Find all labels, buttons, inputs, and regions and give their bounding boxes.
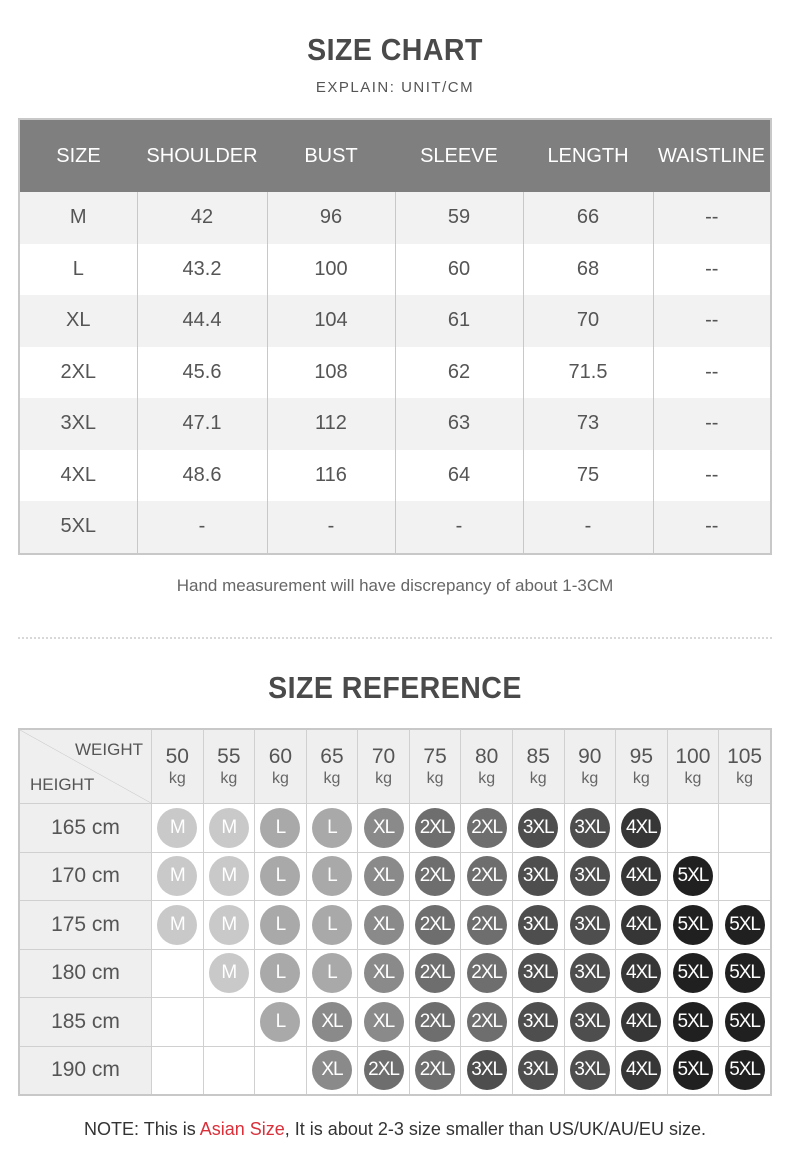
measurement-cell: 63 xyxy=(395,398,523,450)
measurement-cell: 116 xyxy=(267,450,395,502)
weight-unit: kg xyxy=(529,769,547,787)
weight-unit: kg xyxy=(323,769,341,787)
size-badge: 2XL xyxy=(364,1050,404,1090)
measurement-cell: 104 xyxy=(267,295,395,347)
section-divider xyxy=(18,637,772,639)
size-badge: 5XL xyxy=(673,905,713,945)
measurement-cell: 43.2 xyxy=(137,244,267,296)
weight-column-header xyxy=(409,729,461,804)
size-chart-row xyxy=(19,192,771,244)
size-badge: 5XL xyxy=(725,1050,765,1090)
measurement-cell: 100 xyxy=(267,244,395,296)
size-badge: 2XL xyxy=(467,905,507,945)
size-reference-cell xyxy=(358,998,410,1047)
size-badge: L xyxy=(260,905,300,945)
size-badge: 2XL xyxy=(467,1002,507,1042)
size-chart-row xyxy=(19,347,771,399)
column-header: LENGTH xyxy=(523,119,653,192)
size-badge: 2XL xyxy=(415,905,455,945)
size-label-cell: M xyxy=(19,192,137,244)
height-row xyxy=(19,998,771,1047)
size-reference-cell xyxy=(255,1046,307,1095)
measurement-cell: 48.6 xyxy=(137,450,267,502)
weight-unit: kg xyxy=(632,769,650,787)
measurement-note: Hand measurement will have discrepancy of about 1-3CM xyxy=(176,576,614,595)
measurement-cell: 75 xyxy=(523,450,653,502)
size-badge: 4XL xyxy=(621,905,661,945)
size-badge: 5XL xyxy=(673,1002,713,1042)
size-badge: 3XL xyxy=(518,953,558,993)
size-badge: 2XL xyxy=(415,1002,455,1042)
size-reference-cell xyxy=(512,949,564,998)
size-badge: 3XL xyxy=(518,905,558,945)
size-label-cell: L xyxy=(19,244,137,296)
size-reference-cell xyxy=(564,1046,616,1095)
size-reference-cell xyxy=(306,998,358,1047)
size-reference-cell xyxy=(564,804,616,853)
weight-header-row xyxy=(19,729,771,804)
size-reference-cell xyxy=(255,998,307,1047)
size-badge: M xyxy=(157,856,197,896)
measurement-cell: 44.4 xyxy=(137,295,267,347)
weight-value: 85 xyxy=(526,744,550,768)
size-reference-cell xyxy=(255,852,307,901)
measurement-cell: 66 xyxy=(523,192,653,244)
size-badge: M xyxy=(157,808,197,848)
size-badge: M xyxy=(209,808,249,848)
measurement-cell: - xyxy=(395,501,523,554)
size-badge: 3XL xyxy=(570,1002,610,1042)
size-badge: XL xyxy=(312,1002,352,1042)
measurement-cell: -- xyxy=(653,244,771,296)
size-reference-cell xyxy=(616,852,668,901)
size-badge: L xyxy=(260,1002,300,1042)
height-label-cell: 190 cm xyxy=(19,1046,152,1095)
weight-column-header xyxy=(719,729,771,804)
size-reference-cell xyxy=(409,949,461,998)
size-reference-cell xyxy=(255,901,307,950)
size-reference-title: SIZE REFERENCE xyxy=(268,670,522,705)
size-badge: XL xyxy=(364,1002,404,1042)
weight-column-header xyxy=(667,729,719,804)
size-chart-subtitle: EXPLAIN: UNIT/CM xyxy=(315,79,475,96)
size-badge: 2XL xyxy=(415,808,455,848)
size-reference-cell xyxy=(306,804,358,853)
weight-unit: kg xyxy=(684,769,702,787)
size-reference-cell xyxy=(358,949,410,998)
size-badge: 2XL xyxy=(467,808,507,848)
weight-unit: kg xyxy=(375,769,392,787)
size-reference-cell xyxy=(409,852,461,901)
size-reference-cell xyxy=(409,998,461,1047)
size-reference-cell xyxy=(358,852,410,901)
size-label-cell: 2XL xyxy=(19,347,137,399)
size-badge: 2XL xyxy=(415,953,455,993)
weight-value: 75 xyxy=(423,744,447,768)
weight-value: 80 xyxy=(474,744,499,768)
column-header: BUST xyxy=(267,119,395,192)
size-label-cell: 4XL xyxy=(19,450,137,502)
size-chart-title: SIZE CHART xyxy=(307,32,483,67)
measurement-cell: 70 xyxy=(523,295,653,347)
corner-cell xyxy=(19,729,152,804)
size-badge: 4XL xyxy=(621,1002,661,1042)
weight-column-header xyxy=(461,729,513,804)
size-reference-cell xyxy=(461,804,513,853)
size-badge: 3XL xyxy=(518,1002,558,1042)
size-reference-cell xyxy=(152,852,204,901)
weight-column-header xyxy=(255,729,307,804)
height-row xyxy=(19,949,771,998)
column-header: SIZE xyxy=(19,119,137,192)
size-badge: M xyxy=(209,856,249,896)
measurement-cell: -- xyxy=(653,501,771,554)
weight-value: 90 xyxy=(578,744,602,768)
measurement-cell: 62 xyxy=(395,347,523,399)
size-chart-table xyxy=(18,118,772,555)
size-badge: 5XL xyxy=(725,1002,765,1042)
height-row xyxy=(19,804,771,853)
weight-unit: kg xyxy=(478,769,496,787)
measurement-cell: 96 xyxy=(267,192,395,244)
weight-unit: kg xyxy=(271,769,289,787)
size-reference-cell xyxy=(512,998,564,1047)
size-reference-cell xyxy=(667,901,719,950)
size-reference-cell xyxy=(564,852,616,901)
size-reference-cell xyxy=(306,901,358,950)
size-reference-cell xyxy=(203,804,255,853)
size-reference-cell xyxy=(461,1046,513,1095)
size-badge: 2XL xyxy=(415,1050,455,1090)
measurement-cell: -- xyxy=(653,295,771,347)
weight-unit: kg xyxy=(581,769,599,787)
size-reference-cell xyxy=(616,949,668,998)
measurement-cell: 59 xyxy=(395,192,523,244)
weight-column-header xyxy=(152,729,204,804)
size-reference-cell xyxy=(512,1046,564,1095)
size-reference-cell xyxy=(152,1046,204,1095)
size-badge: 3XL xyxy=(518,1050,558,1090)
weight-unit: kg xyxy=(736,769,754,787)
column-header: SHOULDER xyxy=(137,119,267,192)
size-reference-cell xyxy=(409,804,461,853)
size-reference-cell xyxy=(667,852,719,901)
weight-column-header xyxy=(358,729,410,804)
size-badge: 3XL xyxy=(518,808,558,848)
measurement-cell: -- xyxy=(653,398,771,450)
measurement-cell: - xyxy=(137,501,267,554)
size-reference-cell xyxy=(358,1046,410,1095)
measurement-cell: 42 xyxy=(137,192,267,244)
size-reference-cell xyxy=(719,998,771,1047)
size-reference-cell xyxy=(564,949,616,998)
size-reference-cell xyxy=(358,901,410,950)
size-badge: L xyxy=(312,856,352,896)
size-reference-cell xyxy=(719,901,771,950)
height-label-cell: 175 cm xyxy=(19,901,152,950)
size-badge: 4XL xyxy=(621,856,661,896)
size-reference-cell xyxy=(719,804,771,853)
height-row xyxy=(19,852,771,901)
size-reference-cell xyxy=(152,998,204,1047)
size-chart-row xyxy=(19,450,771,502)
size-badge: 2XL xyxy=(415,856,455,896)
measurement-cell: 60 xyxy=(395,244,523,296)
size-reference-cell xyxy=(203,998,255,1047)
height-label-cell: 165 cm xyxy=(19,804,152,853)
measurement-cell: 61 xyxy=(395,295,523,347)
size-reference-cell xyxy=(203,1046,255,1095)
size-reference-cell xyxy=(667,1046,719,1095)
size-badge: 5XL xyxy=(673,953,713,993)
size-badge: 3XL xyxy=(570,905,610,945)
weight-value: 60 xyxy=(268,744,293,768)
measurement-cell: 108 xyxy=(267,347,395,399)
size-badge: M xyxy=(209,905,249,945)
height-row xyxy=(19,1046,771,1095)
column-header: WAISTLINE xyxy=(653,119,771,192)
asian-size-highlight: Asian Size xyxy=(199,1119,285,1139)
size-reference-cell xyxy=(461,852,513,901)
size-badge: 5XL xyxy=(725,905,765,945)
column-header: SLEEVE xyxy=(395,119,523,192)
size-chart-header-row xyxy=(19,119,771,192)
height-axis-label: HEIGHT xyxy=(30,775,95,794)
size-label-cell: 5XL xyxy=(19,501,137,554)
size-reference-cell xyxy=(667,804,719,853)
footer-note xyxy=(0,1119,790,1140)
size-reference-cell xyxy=(667,998,719,1047)
size-badge: 5XL xyxy=(673,1050,713,1090)
size-reference-cell xyxy=(512,901,564,950)
size-reference-cell xyxy=(306,949,358,998)
measurement-cell: -- xyxy=(653,450,771,502)
size-reference-cell xyxy=(616,901,668,950)
height-label-cell: 180 cm xyxy=(19,949,152,998)
size-reference-cell xyxy=(255,949,307,998)
size-label-cell: XL xyxy=(19,295,137,347)
measurement-cell: 73 xyxy=(523,398,653,450)
size-badge: L xyxy=(312,953,352,993)
size-badge: 3XL xyxy=(570,808,610,848)
size-badge: XL xyxy=(364,856,404,896)
measurement-cell: 64 xyxy=(395,450,523,502)
weight-column-header xyxy=(616,729,668,804)
size-badge: L xyxy=(260,808,300,848)
size-reference-cell xyxy=(512,804,564,853)
weight-column-header xyxy=(306,729,358,804)
size-reference-cell xyxy=(358,804,410,853)
weight-unit: kg xyxy=(168,769,186,787)
weight-column-header xyxy=(512,729,564,804)
size-badge: L xyxy=(260,953,300,993)
size-chart-row xyxy=(19,398,771,450)
size-badge: XL xyxy=(364,808,404,848)
size-badge: M xyxy=(209,953,249,993)
size-reference-cell xyxy=(152,804,204,853)
size-reference-cell xyxy=(409,1046,461,1095)
footer-note-suffix: , It is about 2-3 size smaller than US/UK/AU/EU size. xyxy=(284,1119,706,1139)
size-badge: L xyxy=(260,856,300,896)
size-badge: 5XL xyxy=(673,856,713,896)
measurement-cell: -- xyxy=(653,192,771,244)
size-badge: 3XL xyxy=(570,856,610,896)
size-reference-cell xyxy=(203,852,255,901)
size-reference-cell xyxy=(564,998,616,1047)
height-row xyxy=(19,901,771,950)
size-badge: 3XL xyxy=(570,953,610,993)
size-chart-row xyxy=(19,501,771,554)
measurement-cell: 45.6 xyxy=(137,347,267,399)
weight-value: 70 xyxy=(371,744,396,768)
size-badge: 2XL xyxy=(467,856,507,896)
size-badge: M xyxy=(157,905,197,945)
size-badge: 3XL xyxy=(467,1050,507,1090)
size-badge: 4XL xyxy=(621,953,661,993)
size-badge: 2XL xyxy=(467,953,507,993)
measurement-cell: - xyxy=(523,501,653,554)
size-badge: L xyxy=(312,808,352,848)
size-chart-row xyxy=(19,295,771,347)
size-reference-cell xyxy=(255,804,307,853)
size-reference-cell xyxy=(719,852,771,901)
size-badge: 4XL xyxy=(621,1050,661,1090)
size-badge: XL xyxy=(364,905,404,945)
height-label-cell: 170 cm xyxy=(19,852,152,901)
size-reference-cell xyxy=(306,852,358,901)
size-reference-cell xyxy=(512,852,564,901)
footer-note-prefix: NOTE: This is xyxy=(84,1119,200,1139)
size-reference-cell xyxy=(461,949,513,998)
measurement-cell: 68 xyxy=(523,244,653,296)
size-reference-cell xyxy=(719,1046,771,1095)
weight-value: 100 xyxy=(675,744,711,768)
size-badge: XL xyxy=(312,1050,352,1090)
size-chart-row xyxy=(19,244,771,296)
weight-axis-label: WEIGHT xyxy=(75,740,143,759)
size-reference-cell xyxy=(616,998,668,1047)
size-reference-cell xyxy=(461,998,513,1047)
size-label-cell: 3XL xyxy=(19,398,137,450)
size-reference-cell xyxy=(719,949,771,998)
measurement-cell: 47.1 xyxy=(137,398,267,450)
size-reference-cell xyxy=(203,949,255,998)
size-reference-cell xyxy=(409,901,461,950)
size-reference-cell xyxy=(616,1046,668,1095)
size-badge: XL xyxy=(364,953,404,993)
weight-unit: kg xyxy=(220,769,238,787)
measurement-cell: - xyxy=(267,501,395,554)
measurement-cell: 71.5 xyxy=(523,347,653,399)
weight-value: 55 xyxy=(217,744,241,768)
measurement-cell: 112 xyxy=(267,398,395,450)
size-badge: 3XL xyxy=(518,856,558,896)
size-badge: 4XL xyxy=(621,808,661,848)
size-reference-cell xyxy=(616,804,668,853)
weight-value: 65 xyxy=(320,744,344,768)
size-reference-cell xyxy=(461,901,513,950)
size-badge: 5XL xyxy=(725,953,765,993)
size-reference-table xyxy=(18,728,772,1096)
size-reference-cell xyxy=(667,949,719,998)
measurement-cell: -- xyxy=(653,347,771,399)
height-label-cell: 185 cm xyxy=(19,998,152,1047)
size-badge: L xyxy=(312,905,352,945)
weight-unit: kg xyxy=(426,769,444,787)
size-reference-cell xyxy=(564,901,616,950)
size-reference-cell xyxy=(152,901,204,950)
size-badge: 3XL xyxy=(570,1050,610,1090)
weight-column-header xyxy=(203,729,255,804)
size-reference-cell xyxy=(152,949,204,998)
weight-value: 105 xyxy=(727,744,763,768)
weight-value: 95 xyxy=(629,744,654,768)
size-reference-cell xyxy=(203,901,255,950)
size-reference-cell xyxy=(306,1046,358,1095)
weight-value: 50 xyxy=(165,744,189,768)
weight-column-header xyxy=(564,729,616,804)
